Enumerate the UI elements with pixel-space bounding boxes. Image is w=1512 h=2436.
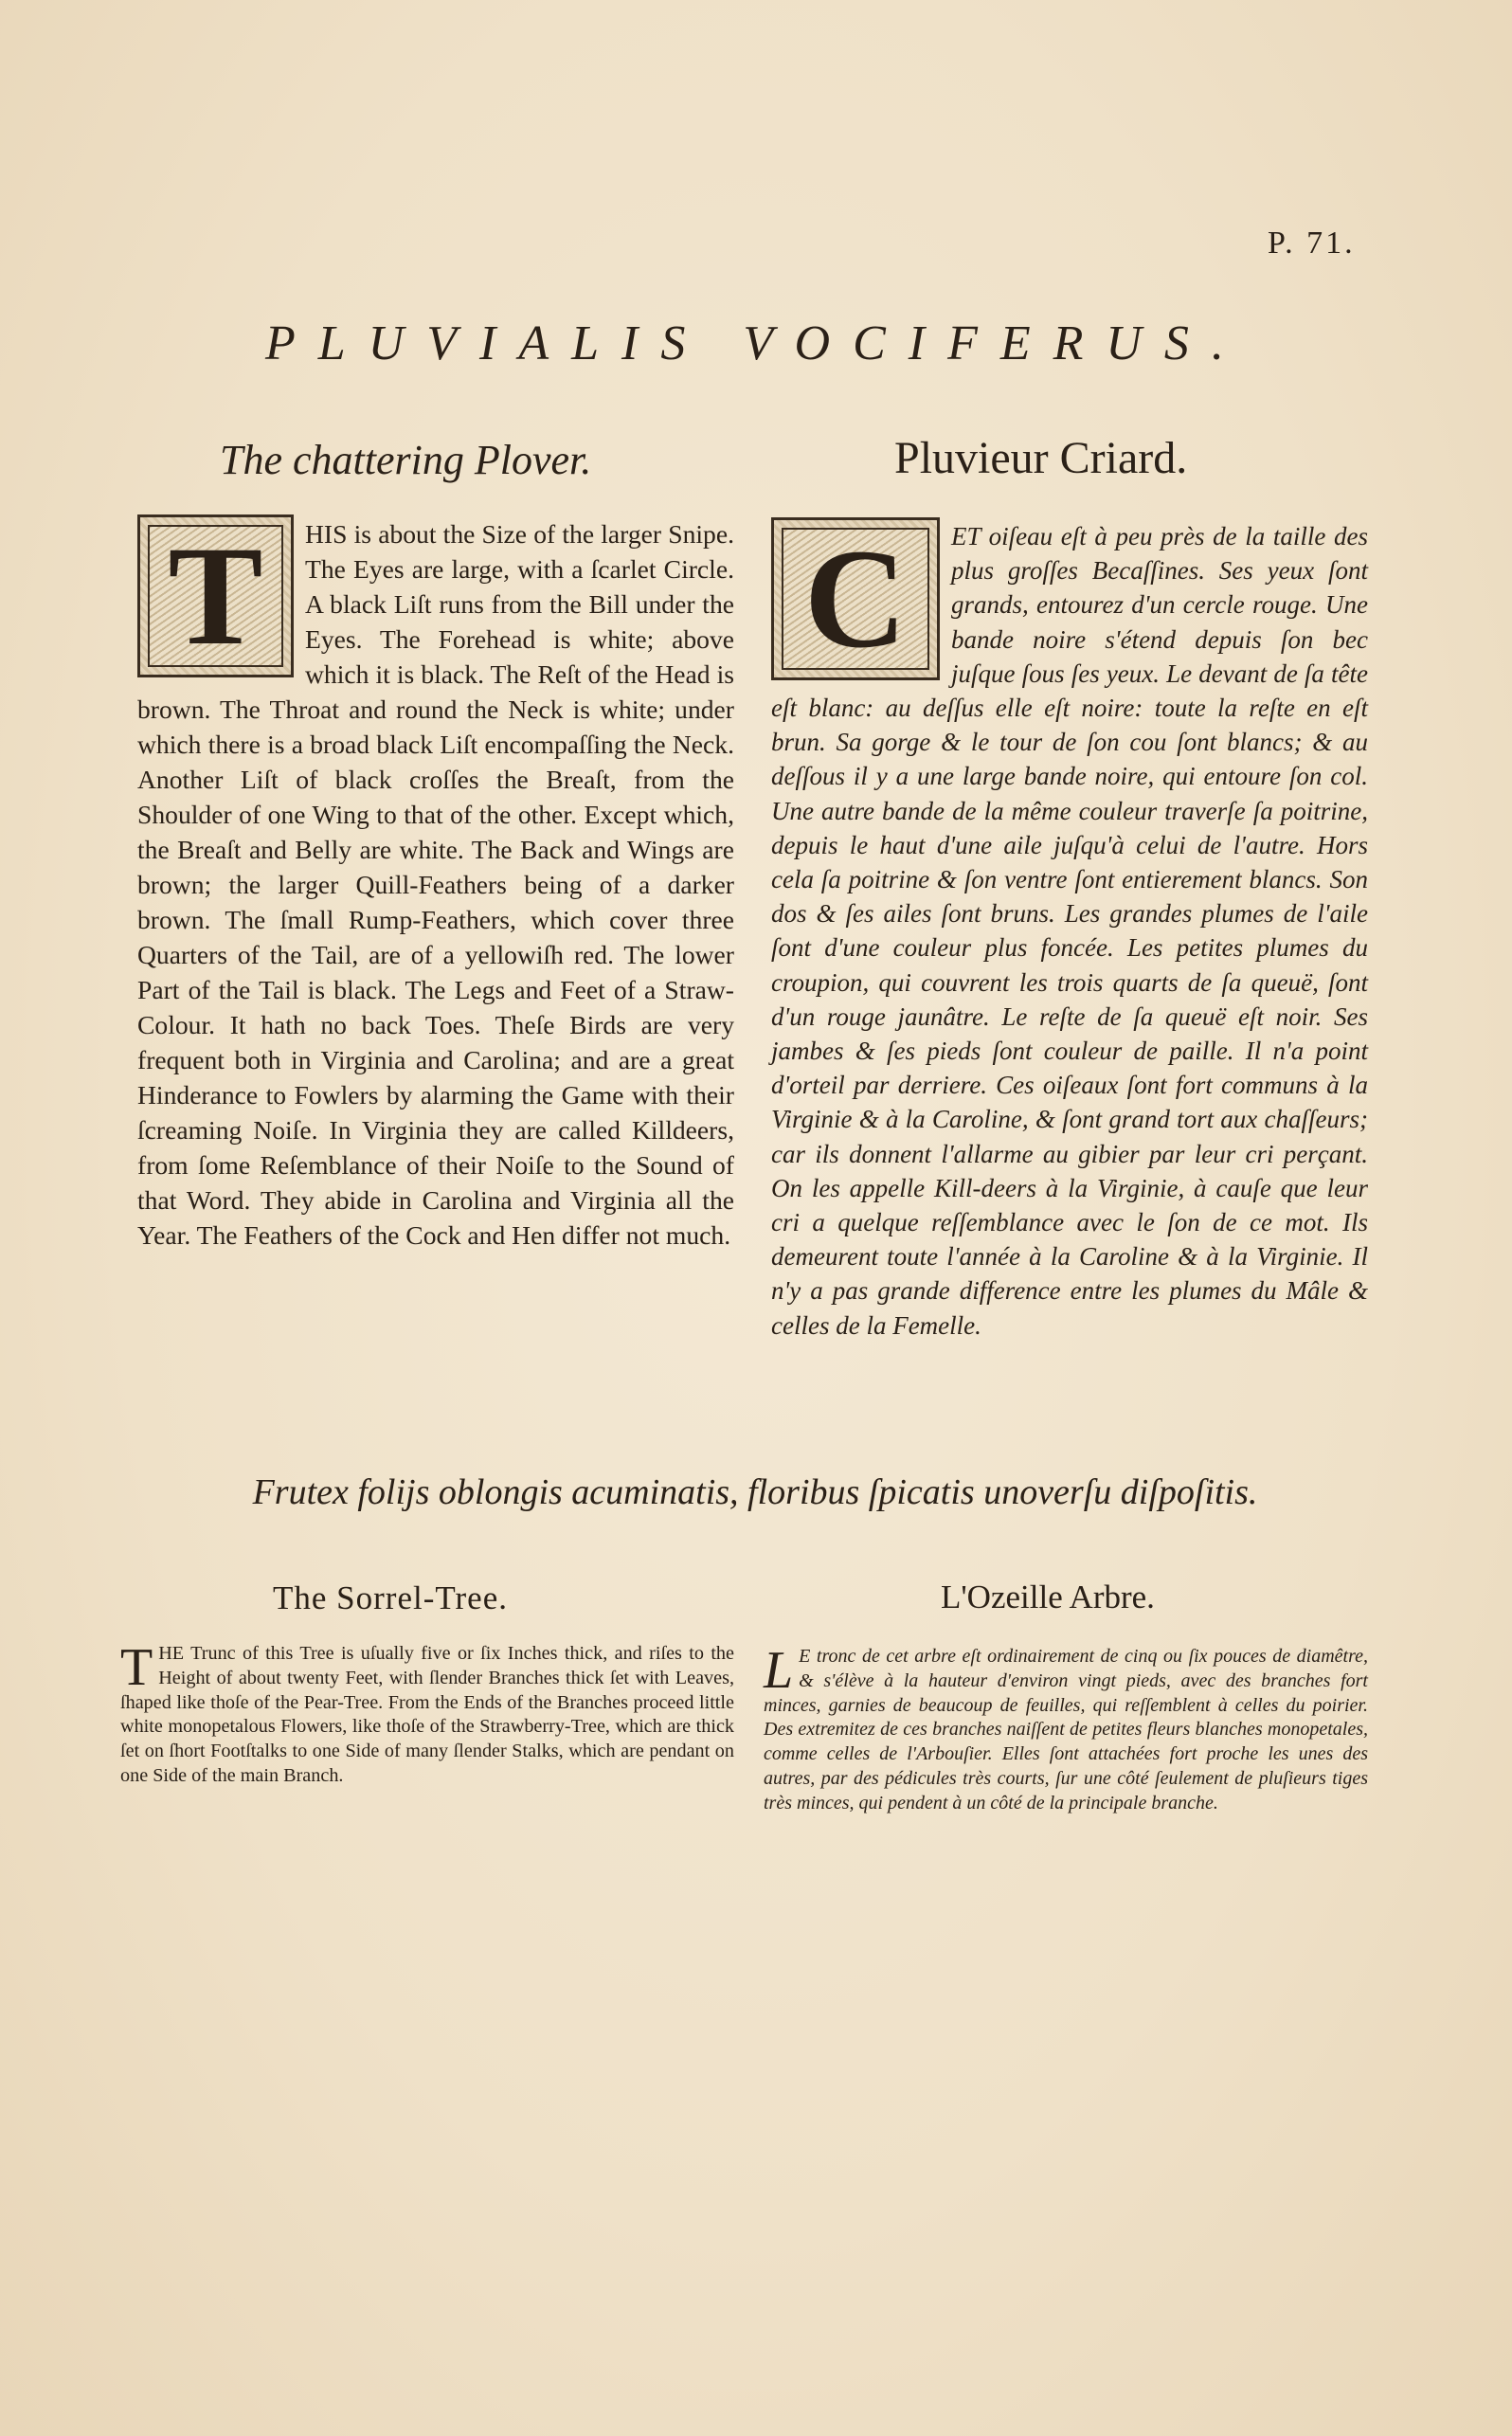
french-paragraph-2: E tronc de cet arbre eſt ordinairement de cinq ou ſix pouces de diamêtre, & s'élève à la hauteur d'environ vingt pieds, avec des branches fort minces, garnies de beaucoup de feuilles, qui reſſemblent à celles du poirier. Des extremitez de ces branches naiſſent de petites fleurs blanches monopetales, comme celles de l'Arbouſier. Elles ſont attachées fort proche les unes des autres, par des pédicules très courts, ſur une côté ſeulement de pluſieurs tiges très minces, qui pendent à un côté de la principale branche. xyxy=(764,1646,1368,1813)
initial-letter: T xyxy=(168,517,263,675)
latin-plant-title: Frutex folijs oblongis acuminatis, floribus ſpicatis unoverſu diſpoſitis. xyxy=(252,1472,1258,1512)
initial-letter: C xyxy=(803,520,908,677)
english-column-2 xyxy=(120,1638,734,1789)
decorated-initial-c xyxy=(771,517,940,680)
decorated-initial-t xyxy=(137,514,294,677)
french-column-2 xyxy=(764,1641,1368,1816)
english-heading: The chattering Plover. xyxy=(220,437,592,483)
french-paragraph: ET oiſeau eſt à peu près de la taille des plus groſſes Becaſſines. Ses yeux ſont grands, entourez d'un cercle rouge. Une bande noire s'étend depuis ſon bec juſque ſous ſes yeux. Le devant de ſa tête eſt blanc: au deſſus elle eſt noire: toute la reſte en eſt brun. Sa gorge & le tour de ſon cou ſont blancs; & au deſſous il y a une large bande noire, qui entoure ſon col. Une autre bande de la même couleur traverſe ſa poitrine, depuis le haut d'une aile juſqu'à celui de l'autre. Hors cela ſa poitrine & ſon ventre ſont entierement blancs. Son dos & ſes ailes ſont bruns. Les grandes plumes de l'aile ſont d'une couleur plus foncée. Les petites plumes du croupion, qui couvrent les trois quarts de ſa queuë, ſont d'un rouge jaunâtre. Le reſte de ſa queuë eſt noir. Ses jambes & ſes pieds ſont couleur de paille. Il n'a point d'orteil par derriere. Ces oiſeaux ſont fort communs à la Virginie & à la Caroline, & ſont grand tort aux chaſſeurs; car ils donnent l'allarme au gibier par leur cri perçant. On les appelle Kill-deers à la Virginie, à cauſe que leur cri a quelque reſſemblance avec le ſon de ce mot. Ils demeurent toute l'année à la Caroline & à la Virginie. Il n'y a pas grande difference entre les plumes du Mâle & celles de la Femelle. xyxy=(771,522,1368,1340)
french-column xyxy=(771,519,1368,1343)
page-number: P. 71. xyxy=(1268,226,1356,261)
english-paragraph: HIS is about the Size of the larger Snipe. The Eyes are large, with a ſcarlet Circle. A black Liſt runs from the Bill under the Eyes. The Forehead is white; above which it is black. The Reſt of the Head is brown. The Throat and round the Neck is white; under which there is a broad black Liſt encompaſſing the Neck. Another Liſt of black croſſes the Breaſt, from the Shoulder of one Wing to that of the other. Except which, the Breaſt and Belly are white. The Back and Wings are brown; the larger Quill-Feathers being of a darker brown. The ſmall Rump-Feathers, which cover three Quarters of the Tail, are of a yellowiſh red. The lower Part of the Tail is black. The Legs and Feet of a Straw-Colour. It hath no back Toes. Theſe Birds are very frequent both in Virginia and Carolina; and are a great Hinderance to Fowlers by alarming the Game with their ſcreaming Noiſe. In Virginia they are called Killdeers, from ſome Reſemblance of their Noiſe to the Sound of that Word. They abide in Carolina and Virginia all the Year. The Feathers of the Cock and Hen differ not much. xyxy=(137,519,734,1250)
french-heading-2: L'Ozeille Arbre. xyxy=(941,1579,1155,1615)
initial-letter: L xyxy=(764,1641,794,1700)
french-heading: Pluvieur Criard. xyxy=(894,433,1188,483)
initial-letter: T xyxy=(120,1638,153,1697)
english-paragraph-2: HE Trunc of this Tree is uſually five or ſix Inches thick, and riſes to the Height of about twenty Feet, with ſlender Branches thick ſet with Leaves, ſhaped like thoſe of the Pear-Tree. From the Ends of the Branches proceed little white monopetalous Flowers, like thoſe of the Strawberry-Tree, which are thick ſet on ſhort Footſtalks to one Side of many ſlender Stalks, which are pendant on one Side of the main Branch. xyxy=(120,1643,734,1786)
english-heading-2: The Sorrel-Tree. xyxy=(273,1579,508,1616)
page-title: PLUVIALIS VOCIFERUS. xyxy=(265,316,1247,370)
english-column xyxy=(137,516,734,1253)
